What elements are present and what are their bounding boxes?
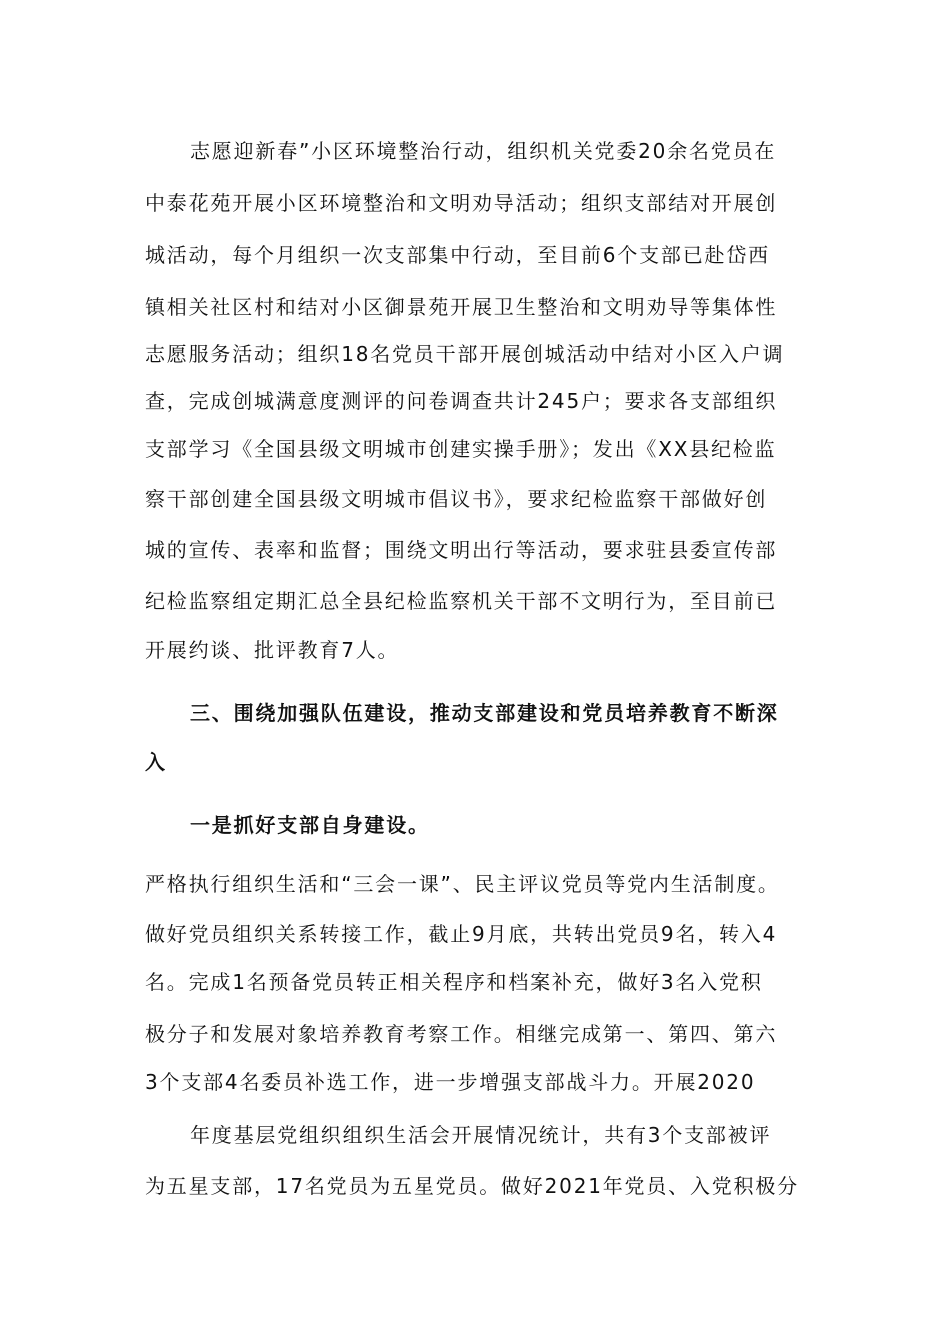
text-line: 开展约谈、批评教育7人。 — [145, 638, 400, 662]
text-line: 查，完成创城满意度测评的问卷调查共计245户；要求各支部组织 — [145, 389, 778, 413]
text-line: 镇相关社区村和结对小区御景苑开展卫生整治和文明劝导等集体性 — [145, 295, 778, 319]
text-line: 城活动，每个月组织一次支部集中行动，至目前6个支部已赴岱西 — [145, 243, 770, 267]
text-line: 察干部创建全国县级文明城市倡议书》，要求纪检监察干部做好创 — [145, 487, 768, 511]
text-line: 年度基层党组织组织生活会开展情况统计，共有3个支部被评 — [190, 1123, 772, 1147]
text-line: 名。完成1名预备党员转正相关程序和档案补充，做好3名入党积 — [145, 970, 763, 994]
text-line: 3个支部4名委员补选工作，进一步增强支部战斗力。开展2020 — [145, 1070, 756, 1094]
text-line: 做好党员组织关系转接工作，截止9月底，共转出党员9名，转入4 — [145, 922, 778, 946]
text-line: 志愿迎新春”小区环境整治行动，组织机关党委20余名党员在 — [190, 139, 777, 163]
text-line: 城的宣传、表率和监督；围绕文明出行等活动，要求驻县委宣传部 — [145, 538, 778, 562]
text-line: 支部学习《全国县级文明城市创建实操手册》；发出《XX县纪检监 — [145, 437, 777, 461]
subheading: 一是抓好支部自身建设。 — [190, 813, 430, 837]
text-line: 中泰花苑开展小区环境整治和文明劝导活动；组织支部结对开展创 — [145, 191, 778, 215]
text-line: 极分子和发展对象培养教育考察工作。相继完成第一、第四、第六 — [145, 1022, 778, 1046]
text-line: 严格执行组织生活和“三会一课”、民主评议党员等党内生活制度。 — [145, 872, 780, 896]
text-line: 志愿服务活动；组织18名党员干部开展创城活动中结对小区入户调 — [145, 342, 785, 366]
text-line: 纪检监察组定期汇总全县纪检监察机关干部不文明行为，至目前已 — [145, 589, 778, 613]
text-line: 为五星支部，17名党员为五星党员。做好2021年党员、入党积极分 — [145, 1174, 799, 1198]
heading-line: 入 — [145, 750, 167, 774]
heading-line: 三、围绕加强队伍建设，推动支部建设和党员培养教育不断深 — [190, 701, 779, 725]
